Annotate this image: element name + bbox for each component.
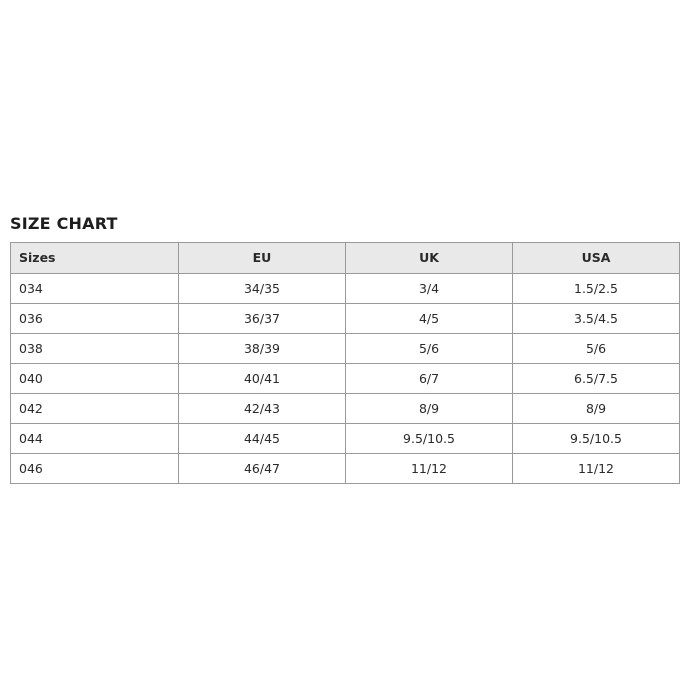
cell-size: 040 bbox=[11, 364, 179, 394]
cell-eu: 40/41 bbox=[179, 364, 346, 394]
table-row bbox=[11, 274, 680, 304]
cell-size: 038 bbox=[11, 334, 179, 364]
table-row bbox=[11, 424, 680, 454]
cell-uk: 3/4 bbox=[346, 274, 513, 304]
cell-usa: 9.5/10.5 bbox=[513, 424, 680, 454]
cell-eu: 46/47 bbox=[179, 454, 346, 484]
cell-uk: 5/6 bbox=[346, 334, 513, 364]
table-row bbox=[11, 394, 680, 424]
page-title: SIZE CHART bbox=[10, 214, 118, 233]
header-usa: USA bbox=[513, 243, 680, 274]
cell-uk: 8/9 bbox=[346, 394, 513, 424]
cell-usa: 8/9 bbox=[513, 394, 680, 424]
cell-size: 044 bbox=[11, 424, 179, 454]
header-eu: EU bbox=[179, 243, 346, 274]
cell-uk: 4/5 bbox=[346, 304, 513, 334]
table-header bbox=[11, 243, 680, 274]
header-row bbox=[11, 243, 680, 274]
cell-eu: 44/45 bbox=[179, 424, 346, 454]
cell-size: 046 bbox=[11, 454, 179, 484]
table-body bbox=[11, 274, 680, 484]
cell-usa: 11/12 bbox=[513, 454, 680, 484]
size-chart-table bbox=[10, 242, 680, 484]
cell-usa: 5/6 bbox=[513, 334, 680, 364]
cell-size: 034 bbox=[11, 274, 179, 304]
cell-size: 042 bbox=[11, 394, 179, 424]
cell-usa: 1.5/2.5 bbox=[513, 274, 680, 304]
table-row bbox=[11, 364, 680, 394]
table-row bbox=[11, 334, 680, 364]
cell-eu: 34/35 bbox=[179, 274, 346, 304]
header-uk: UK bbox=[346, 243, 513, 274]
cell-eu: 42/43 bbox=[179, 394, 346, 424]
cell-usa: 6.5/7.5 bbox=[513, 364, 680, 394]
cell-eu: 36/37 bbox=[179, 304, 346, 334]
cell-uk: 9.5/10.5 bbox=[346, 424, 513, 454]
cell-size: 036 bbox=[11, 304, 179, 334]
cell-eu: 38/39 bbox=[179, 334, 346, 364]
table-row bbox=[11, 304, 680, 334]
cell-usa: 3.5/4.5 bbox=[513, 304, 680, 334]
cell-uk: 11/12 bbox=[346, 454, 513, 484]
table-row bbox=[11, 454, 680, 484]
header-sizes: Sizes bbox=[11, 243, 179, 274]
cell-uk: 6/7 bbox=[346, 364, 513, 394]
